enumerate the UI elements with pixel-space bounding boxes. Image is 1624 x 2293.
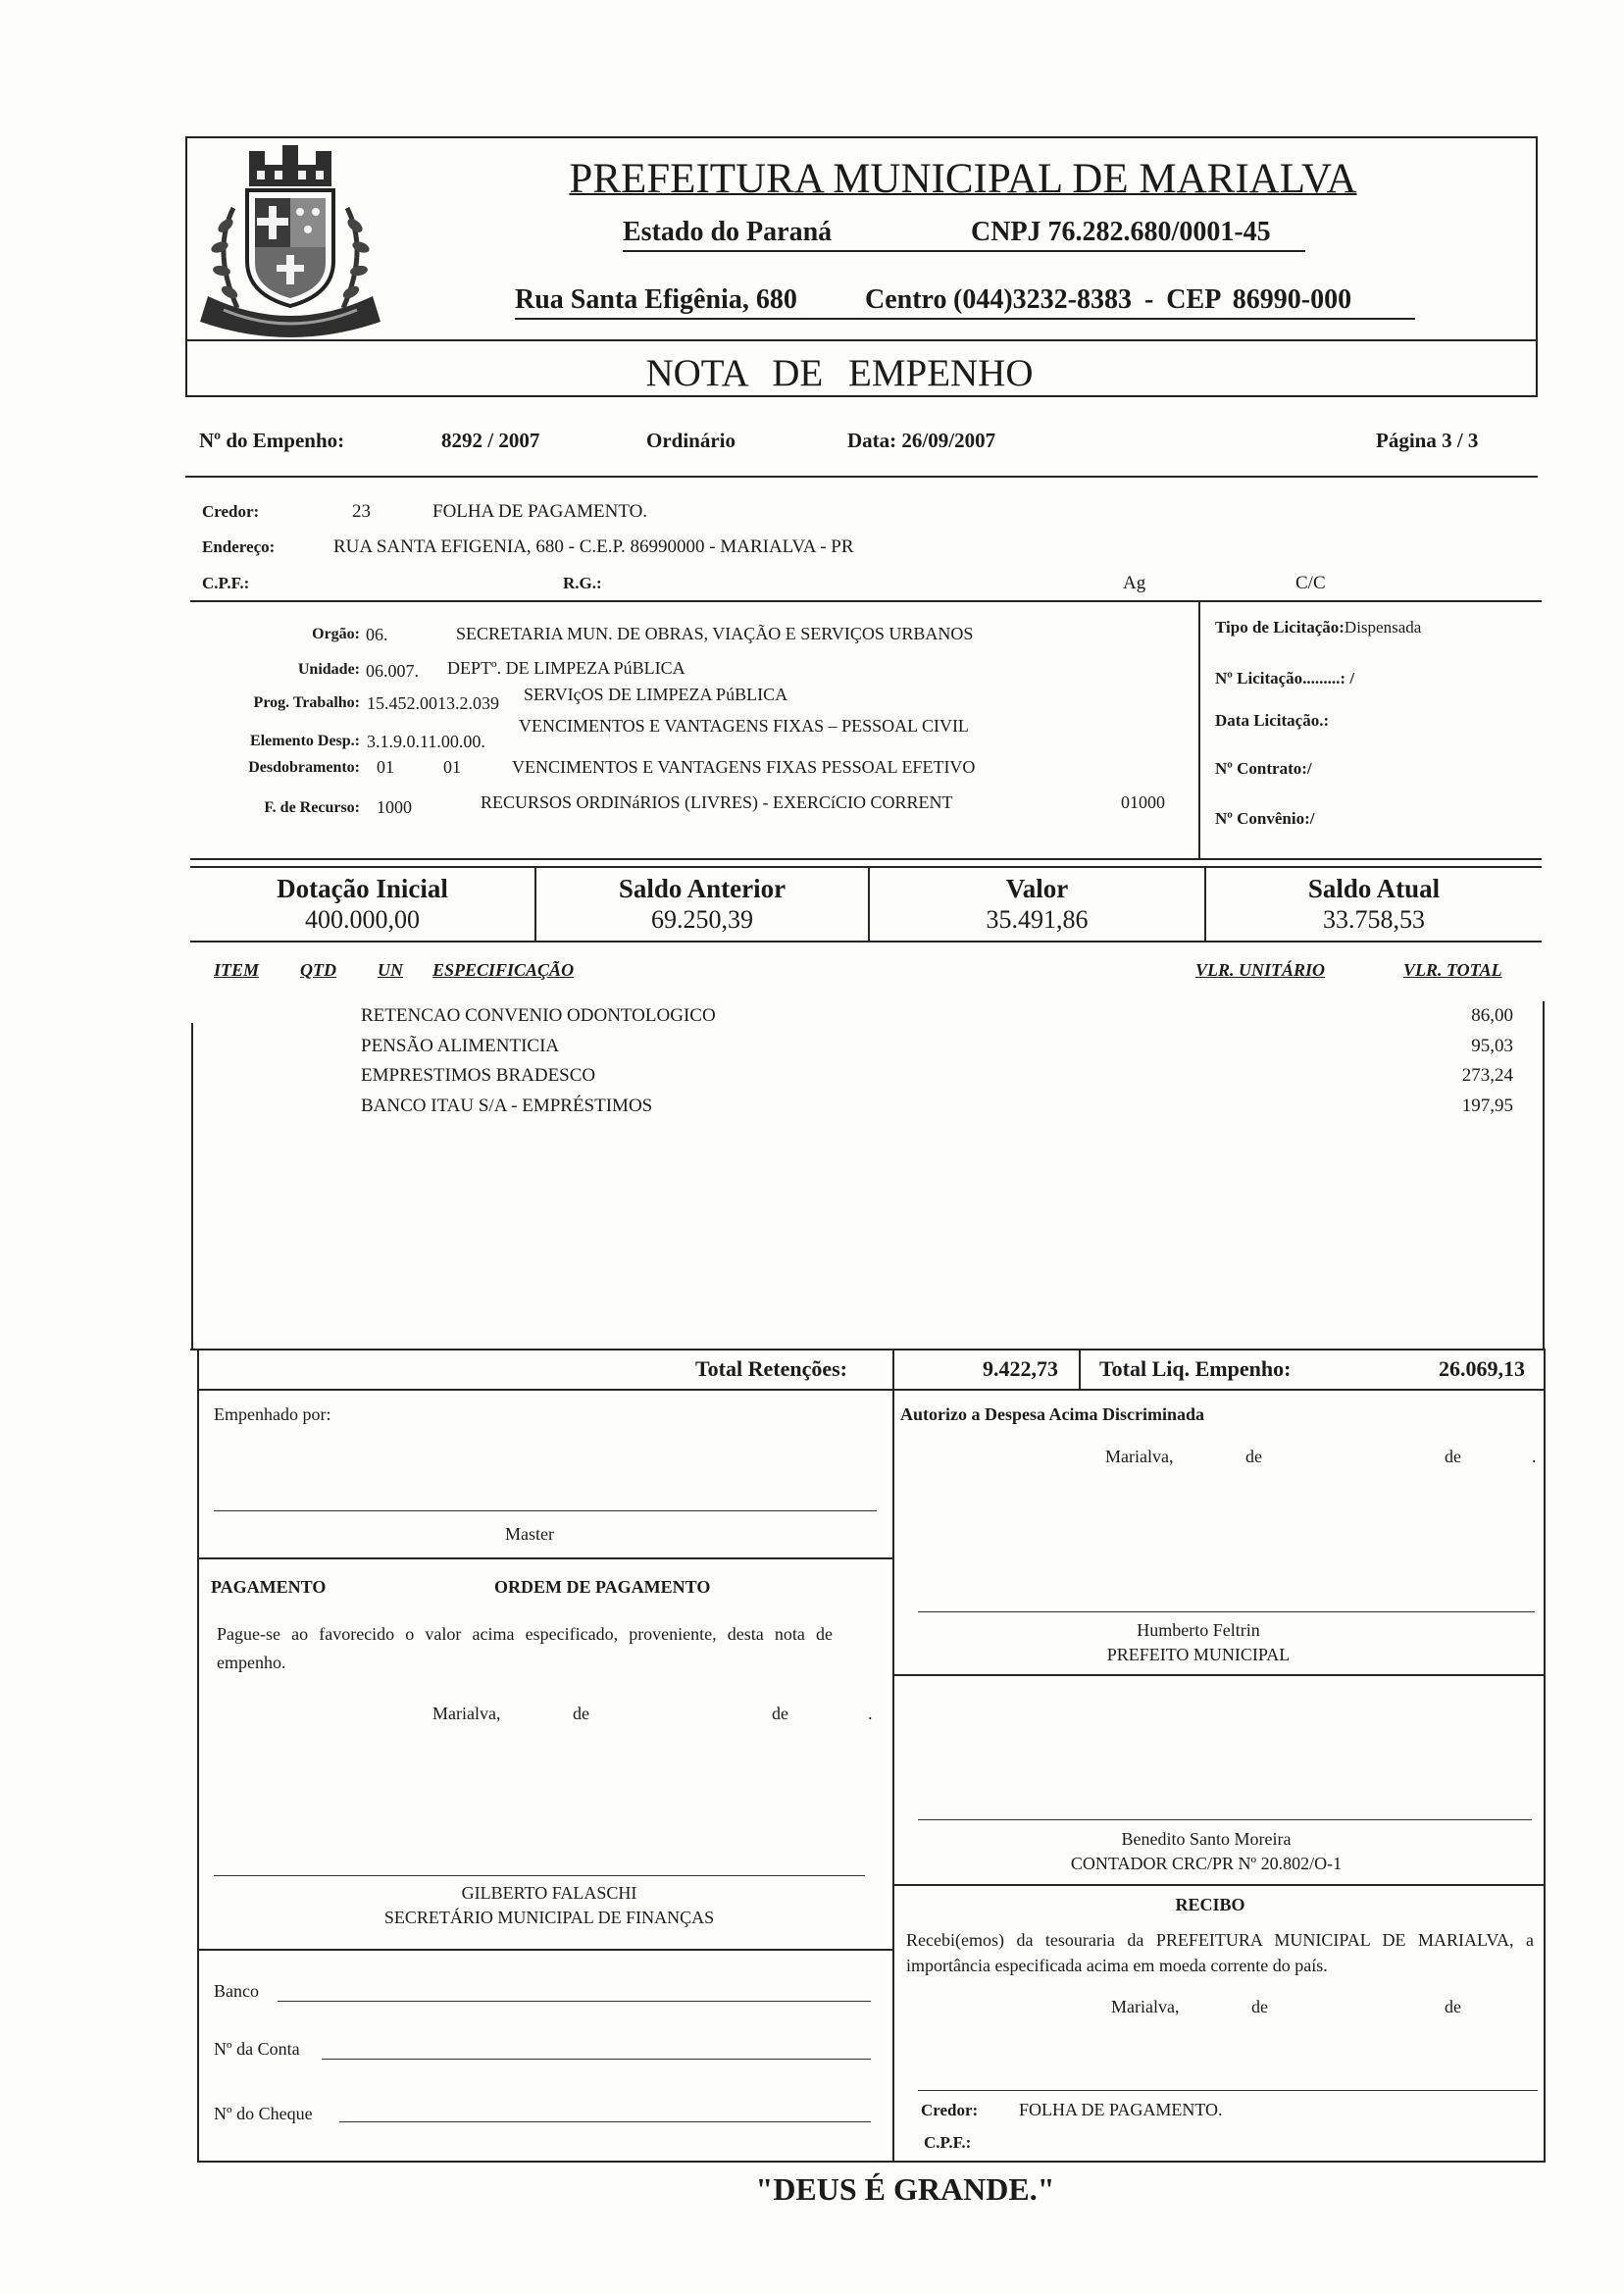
- district-name: Centro: [865, 284, 947, 315]
- balance-value: 69.250,39: [651, 905, 753, 934]
- payment-order-text: Pague-se ao favorecido o valor acima especificado, proveniente, desta nota de empenho.: [217, 1624, 833, 1672]
- balance-label: Dotação Inicial: [277, 874, 448, 903]
- orgao-description: SECRETARIA MUN. DE OBRAS, VIAÇÃO E SERVIÇOS URBANOS: [456, 624, 974, 643]
- item-total: 86,00: [1471, 1005, 1513, 1026]
- item-total: 197,95: [1461, 1096, 1513, 1116]
- column-header-un: UN: [378, 960, 403, 980]
- cpf-label: C.P.F.:: [202, 574, 250, 592]
- check-number-label: Nº do Cheque: [214, 2104, 313, 2123]
- creditor-address: RUA SANTA EFIGENIA, 680 - C.E.P. 86990000 - MARIALVA - PR: [333, 536, 854, 557]
- recurso-description: RECURSOS ORDINáRIOS (LIVRES) - EXERCíCIO CORRENT: [481, 792, 953, 812]
- balance-value: 33.758,53: [1323, 905, 1425, 934]
- column-header-unit-value: VLR. UNITÁRIO: [1195, 960, 1326, 980]
- receipt-title: RECIBO: [1175, 1895, 1245, 1914]
- address-label: Endereço:: [202, 537, 276, 556]
- receipt-cpf-label: C.P.F.:: [924, 2133, 972, 2152]
- elemento-label: Elemento Desp.:: [250, 733, 360, 749]
- date-label: Data:: [847, 429, 897, 452]
- desdobramento-label: Desdobramento:: [248, 759, 360, 776]
- column-header-especificacao: ESPECIFICAÇÃO: [432, 960, 575, 980]
- lower-left-border: [197, 1349, 199, 2162]
- receipt-date-sep: de: [1251, 1997, 1268, 2016]
- signature-line: [918, 1819, 1532, 1820]
- document-title: NOTA DE EMPENHO: [645, 352, 1034, 394]
- balance-saldo-atual: [1206, 867, 1542, 940]
- item-total: 273,24: [1461, 1065, 1513, 1086]
- payment-order-title: ORDEM DE PAGAMENTO: [494, 1577, 711, 1597]
- payment-city: Marialva,: [432, 1704, 501, 1723]
- column-header-total-value: VLR. TOTAL: [1403, 960, 1502, 980]
- bidding-type-value: Dispensada: [1344, 618, 1422, 637]
- bank-field-line[interactable]: [278, 2001, 871, 2002]
- divider-line: [185, 476, 1538, 478]
- divider-line: [190, 858, 1542, 860]
- bidding-type-label: Tipo de Licitação:: [1215, 618, 1345, 637]
- orgao-label: Orgão:: [312, 626, 360, 642]
- accountant-name: Benedito Santo Moreira: [1121, 1829, 1292, 1849]
- creditor-name: FOLHA DE PAGAMENTO.: [432, 501, 648, 522]
- account-label: C/C: [1295, 573, 1326, 593]
- item-description: RETENCAO CONVENIO ODONTOLOGICO: [361, 1005, 716, 1026]
- total-net-value: 26.069,13: [1439, 1356, 1525, 1381]
- balance-value: 35.491,86: [986, 905, 1089, 934]
- balances-bottom-border: [190, 941, 1542, 943]
- signature-line: [214, 1875, 865, 1876]
- header-divider: [185, 339, 1538, 341]
- finance-secretary-role: SECRETÁRIO MUNICIPAL DE FINANÇAS: [383, 1908, 715, 1927]
- signature-line: [214, 1510, 877, 1511]
- phone-and-cep: (044)3232-8383 - CEP 86990-000: [953, 284, 1352, 315]
- lower-bottom-border: [197, 2161, 1546, 2163]
- address-row: [515, 284, 1415, 320]
- totals-bottom-border: [197, 1389, 1545, 1391]
- item-description: EMPRESTIMOS BRADESCO: [361, 1065, 596, 1086]
- programa-code: 15.452.0013.2.039: [367, 693, 499, 713]
- lower-middle-divider: [892, 1349, 894, 2162]
- balance-value: 400.000,00: [305, 905, 420, 934]
- budget-divider: [1198, 600, 1200, 859]
- receipt-city: Marialva,: [1111, 1997, 1180, 2016]
- mayor-name: Humberto Feltrin: [1137, 1620, 1260, 1640]
- receipt-text: Recebi(emos) da tesouraria da PREFEITURA MUNICIPAL DE MARIALVA, a importância especificada acima em moeda corrente do país.: [906, 1930, 1534, 1975]
- agreement-number: Nº Convênio:/: [1215, 809, 1315, 828]
- mayor-role: PREFEITO MUNICIPAL: [1106, 1645, 1291, 1664]
- divider-line: [892, 1674, 1545, 1676]
- check-field-line[interactable]: [339, 2121, 871, 2122]
- page-indicator: [1376, 429, 1478, 453]
- bank-label: Banco: [214, 1981, 259, 2001]
- creditor-code: 23: [352, 501, 371, 522]
- authorization-city: Marialva,: [1105, 1447, 1174, 1466]
- creditor-label: Credor:: [202, 502, 260, 521]
- empenho-number: 8292 / 2007: [441, 429, 540, 452]
- items-left-border: [191, 1023, 193, 1349]
- divider-line: [197, 1949, 892, 1951]
- desdobramento-subcode: 01: [443, 757, 461, 777]
- total-retentions-value: 9.422,73: [983, 1356, 1058, 1381]
- receipt-creditor-name: FOLHA DE PAGAMENTO.: [1019, 2100, 1223, 2119]
- committed-by-label: Empenhado por:: [214, 1404, 331, 1424]
- signature-line: [918, 1611, 1535, 1612]
- unidade-label: Unidade:: [297, 661, 360, 678]
- divider-line: [190, 600, 1542, 602]
- item-description: PENSÃO ALIMENTICIA: [361, 1036, 560, 1056]
- unidade-code: 06.007.: [366, 661, 419, 681]
- balance-label: Valor: [1005, 874, 1069, 903]
- coat-of-arms-logo: [194, 143, 386, 347]
- contract-number: Nº Contrato:/: [1215, 759, 1312, 778]
- page-label: Página: [1376, 429, 1437, 452]
- state-cnpj-row: [623, 217, 1305, 252]
- programa-description: SERVIçOS DE LIMPEZA PúBLICA: [524, 685, 788, 704]
- recurso-code: 1000: [377, 797, 412, 817]
- payment-section-label: PAGAMENTO: [211, 1577, 327, 1597]
- authorization-title: Autorizo a Despesa Acima Discriminada: [900, 1404, 1204, 1424]
- committed-by-name: Master: [505, 1524, 554, 1544]
- receipt-creditor-label: Credor:: [921, 2101, 979, 2119]
- authorization-date-end: .: [1532, 1447, 1537, 1466]
- totals-divider: [1079, 1349, 1081, 1389]
- date-value: 26/09/2007: [901, 429, 996, 452]
- street-address: Rua Santa Efigênia, 680: [515, 284, 797, 315]
- desdobramento-description: VENCIMENTOS E VANTAGENS FIXAS PESSOAL EFETIVO: [512, 757, 976, 777]
- account-number-label: Nº da Conta: [214, 2039, 300, 2059]
- municipality-title: PREFEITURA MUNICIPAL DE MARIALVA: [569, 156, 1357, 202]
- column-header-qtd: QTD: [300, 960, 336, 980]
- rg-label: R.G.:: [563, 574, 602, 592]
- balance-label: Saldo Anterior: [618, 874, 787, 903]
- unidade-description: DEPTº. DE LIMPEZA PúBLICA: [447, 658, 685, 678]
- divider-line: [197, 1557, 892, 1559]
- balance-valor: [870, 867, 1204, 940]
- finance-secretary-name: GILBERTO FALASCHI: [461, 1883, 637, 1903]
- bidding-number: Nº Licitação.........: /: [1215, 669, 1355, 688]
- divider-line: [892, 1884, 1545, 1886]
- empenho-date: [847, 429, 995, 453]
- items-right-border: [1543, 1001, 1545, 1349]
- totals-top-border: [190, 1349, 1545, 1350]
- item-total: 95,03: [1471, 1036, 1513, 1056]
- agency-label: Ag: [1123, 573, 1146, 593]
- programa-label: Prog. Trabalho:: [253, 694, 360, 711]
- receipt-date-sep: de: [1445, 1997, 1461, 2016]
- cnpj-number: CNPJ 76.282.680/0001-45: [971, 217, 1271, 247]
- total-net-label: Total Liq. Empenho:: [1099, 1356, 1292, 1381]
- desdobramento-code: 01: [377, 757, 394, 777]
- balance-dotacao-inicial: [190, 867, 534, 940]
- balance-saldo-anterior: [536, 867, 868, 940]
- balance-label: Saldo Atual: [1307, 874, 1441, 903]
- page-number: 3 / 3: [1442, 429, 1479, 452]
- empenho-type: Ordinário: [646, 429, 736, 452]
- bidding-date: Data Licitação.:: [1215, 711, 1330, 730]
- authorization-date-sep: de: [1445, 1447, 1461, 1466]
- signature-line: [918, 2090, 1538, 2091]
- item-description: BANCO ITAU S/A - EMPRÉSTIMOS: [361, 1096, 653, 1116]
- lower-right-border: [1544, 1349, 1546, 2162]
- payment-date-sep: de: [573, 1704, 589, 1723]
- bidding-type: [1215, 618, 1421, 637]
- state-name: Estado do Paraná: [623, 217, 833, 247]
- payment-date-sep: de: [772, 1704, 788, 1723]
- account-field-line[interactable]: [322, 2059, 871, 2060]
- footer-motto: "DEUS É GRANDE.": [755, 2171, 1055, 2207]
- elemento-code: 3.1.9.0.11.00.00.: [367, 732, 485, 751]
- empenho-number-label: Nº do Empenho:: [199, 429, 345, 452]
- total-retentions-label: Total Retenções:: [695, 1356, 847, 1381]
- elemento-description: VENCIMENTOS E VANTAGENS FIXAS – PESSOAL CIVIL: [519, 716, 969, 736]
- recurso-label: F. de Recurso:: [264, 799, 360, 816]
- recurso-source-code: 01000: [1121, 792, 1165, 812]
- column-header-item: ITEM: [214, 960, 260, 980]
- orgao-code: 06.: [366, 625, 388, 644]
- authorization-date-sep: de: [1245, 1447, 1262, 1466]
- accountant-role: CONTADOR CRC/PR Nº 20.802/O-1: [1070, 1854, 1343, 1873]
- payment-date-end: .: [868, 1704, 873, 1723]
